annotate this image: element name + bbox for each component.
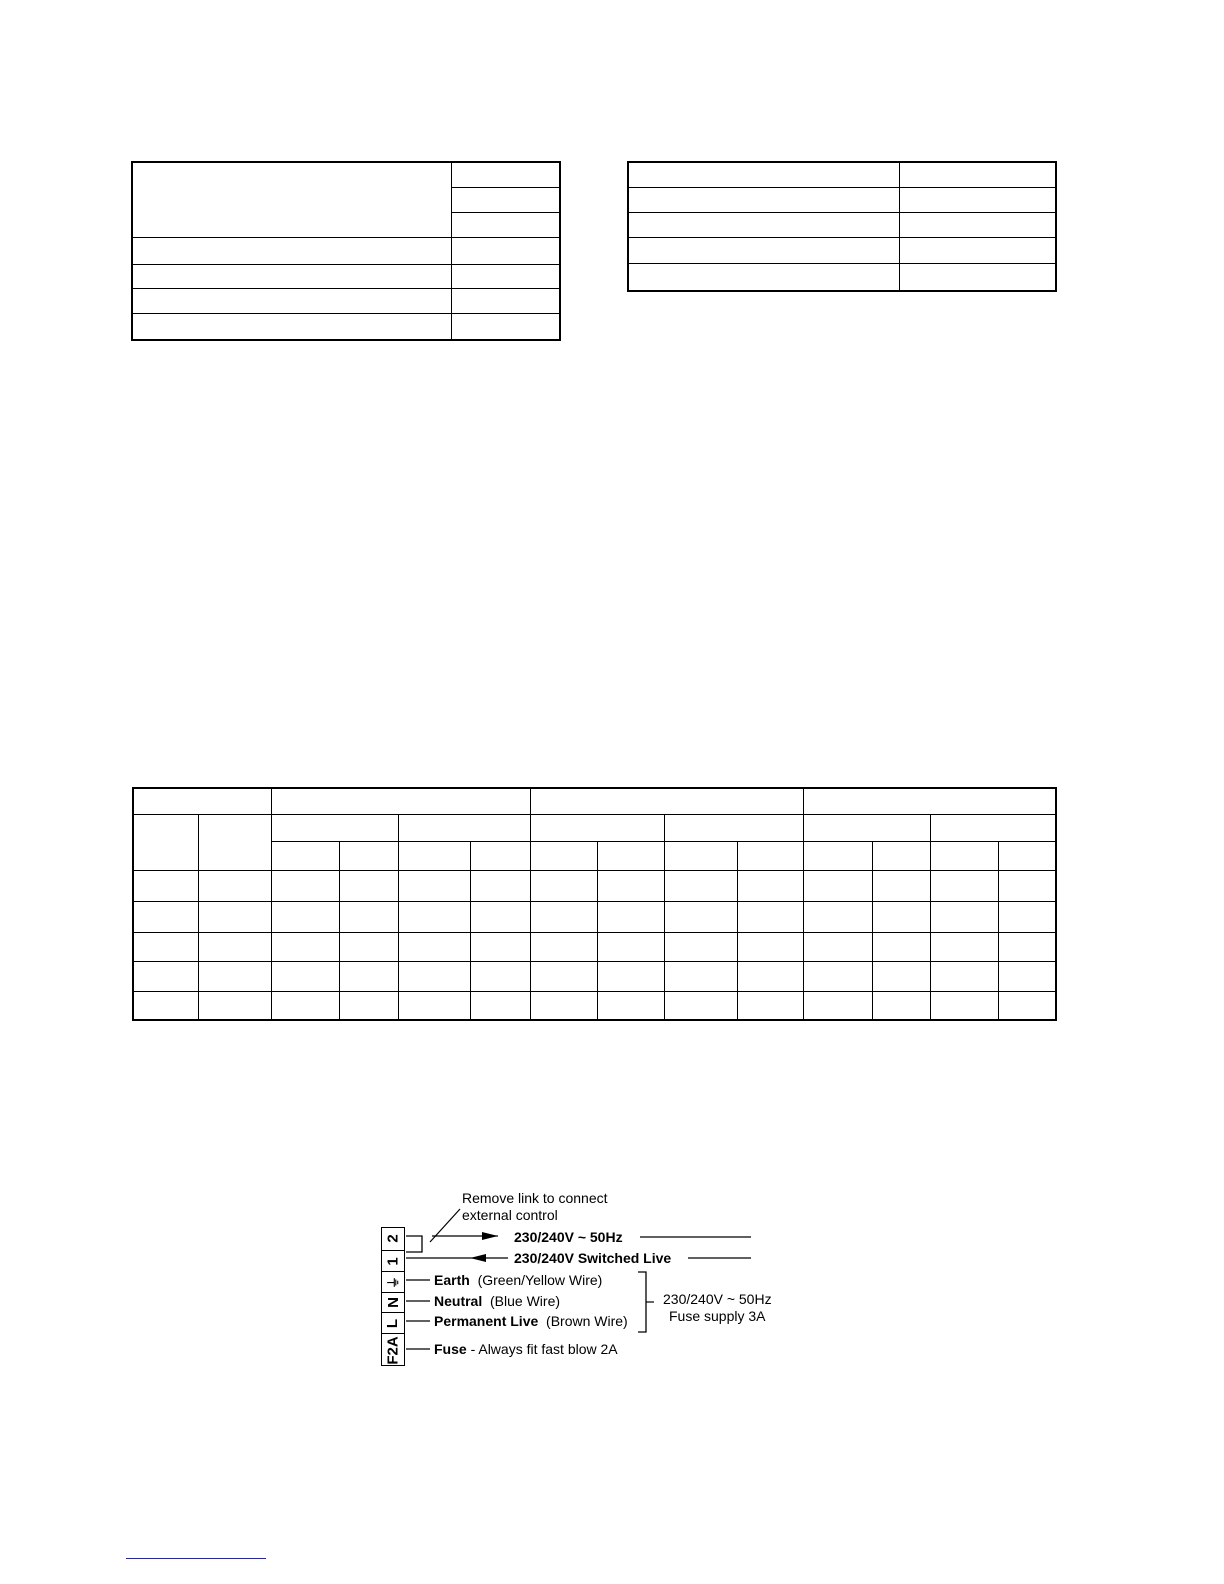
table-cell (664, 932, 737, 961)
table-cell (597, 932, 664, 961)
table-cell (470, 870, 530, 901)
table-cell (998, 841, 1056, 870)
table-cell (132, 288, 451, 313)
table-cell (803, 961, 872, 991)
table-cell (132, 162, 451, 237)
terminal-2: 2 (384, 1234, 402, 1243)
table-cell (597, 901, 664, 932)
table-cell (271, 788, 530, 814)
table-row (133, 841, 1056, 870)
table-cell (899, 237, 1056, 263)
terminal-l: L (381, 1312, 405, 1333)
table-cell (271, 961, 339, 991)
table-cell (872, 991, 930, 1020)
table-cell (198, 814, 271, 870)
table-cell (339, 901, 398, 932)
table-cell (737, 870, 803, 901)
wire-label-permanent-live: Permanent Live (Brown Wire) (434, 1313, 628, 1329)
wire-label-supply: 230/240V ~ 50Hz (514, 1229, 623, 1245)
table-cell (339, 870, 398, 901)
table-cell (737, 991, 803, 1020)
table-cell (133, 961, 198, 991)
wire-label-earth: Earth (Green/Yellow Wire) (434, 1272, 603, 1288)
table-cell (803, 901, 872, 932)
table-cell (803, 932, 872, 961)
table-cell (271, 901, 339, 932)
table-cell (803, 841, 872, 870)
table-cell (597, 841, 664, 870)
table-cell (398, 841, 470, 870)
table-cell (737, 841, 803, 870)
callout-text: Remove link to connect external control (462, 1190, 608, 1223)
table-cell (398, 814, 530, 841)
table-cell (451, 162, 560, 187)
table-cell (628, 263, 899, 291)
table-cell (998, 870, 1056, 901)
table-cell (271, 932, 339, 961)
table-cell (470, 932, 530, 961)
table-cell (664, 814, 803, 841)
wire-label-neutral: Neutral (Blue Wire) (434, 1293, 561, 1309)
table-cell (803, 991, 872, 1020)
table-cell (664, 901, 737, 932)
table-cell (930, 814, 1056, 841)
table-cell (451, 288, 560, 313)
table-cell (899, 187, 1056, 212)
table-cell (398, 991, 470, 1020)
table-cell (530, 814, 664, 841)
table-cell (470, 991, 530, 1020)
table-cell (271, 814, 398, 841)
table-cell (930, 901, 998, 932)
table-cell (803, 814, 930, 841)
table-cell (872, 841, 930, 870)
table-cell (198, 991, 271, 1020)
table-right (627, 161, 1057, 292)
table-cell (998, 901, 1056, 932)
table-cell (398, 961, 470, 991)
table-cell (803, 870, 872, 901)
table-cell (451, 212, 560, 237)
table-row (133, 901, 1056, 932)
table-cell (597, 961, 664, 991)
table-row (133, 870, 1056, 901)
table-cell (530, 841, 597, 870)
supply-note-line2: Fuse supply 3A (669, 1308, 766, 1324)
table-cell (451, 264, 560, 288)
table-cell (930, 932, 998, 961)
terminal-earth: ⏚ (381, 1271, 405, 1292)
table-cell (398, 932, 470, 961)
table-cell (998, 932, 1056, 961)
table-left (131, 161, 561, 341)
table-cell (133, 870, 198, 901)
table-row (133, 961, 1056, 991)
table-cell (339, 841, 398, 870)
table-cell (872, 932, 930, 961)
table-cell (664, 991, 737, 1020)
table-cell (271, 841, 339, 870)
table-cell (530, 991, 597, 1020)
table-cell (628, 162, 899, 187)
table-cell (339, 961, 398, 991)
table-cell (597, 870, 664, 901)
table-cell (737, 961, 803, 991)
table-cell (451, 187, 560, 212)
table-wide (132, 787, 1057, 1021)
table-cell (737, 932, 803, 961)
table-cell (930, 870, 998, 901)
table-cell (470, 901, 530, 932)
supply-note-line1: 230/240V ~ 50Hz (663, 1291, 772, 1307)
table-cell (899, 162, 1056, 187)
table-cell (930, 991, 998, 1020)
table-row (133, 932, 1056, 961)
table-cell (470, 961, 530, 991)
table-cell (398, 870, 470, 901)
table-cell (132, 264, 451, 288)
table-cell (930, 841, 998, 870)
table-cell (530, 932, 597, 961)
table-cell (664, 841, 737, 870)
table-cell (872, 961, 930, 991)
table-cell (664, 961, 737, 991)
table-cell (339, 991, 398, 1020)
terminal-f2a: F2A (381, 1333, 405, 1366)
table-cell (664, 870, 737, 901)
table-cell (198, 932, 271, 961)
footer-rule (126, 1558, 266, 1559)
wire-label-switched-live: 230/240V Switched Live (514, 1250, 672, 1266)
table-cell (133, 991, 198, 1020)
table-cell (133, 901, 198, 932)
table-row (133, 991, 1056, 1020)
table-cell (398, 901, 470, 932)
terminal-n: N (381, 1292, 405, 1312)
table-cell (271, 991, 339, 1020)
table-cell (133, 788, 271, 814)
table-cell (998, 991, 1056, 1020)
table-cell (132, 237, 451, 264)
table-cell (530, 788, 803, 814)
table-cell (198, 870, 271, 901)
table-cell (930, 961, 998, 991)
table-cell (470, 841, 530, 870)
table-cell (998, 961, 1056, 991)
table-cell (737, 901, 803, 932)
table-cell (451, 313, 560, 340)
terminal-1: 1 (381, 1250, 405, 1271)
table-cell (628, 237, 899, 263)
table-cell (597, 991, 664, 1020)
table-cell (899, 212, 1056, 237)
table-cell (530, 870, 597, 901)
table-cell (628, 212, 899, 237)
table-cell (530, 961, 597, 991)
table-cell (133, 814, 198, 870)
table-cell (530, 901, 597, 932)
table-cell (339, 932, 398, 961)
table-cell (271, 870, 339, 901)
table-cell (198, 901, 271, 932)
table-cell (198, 961, 271, 991)
table-cell (872, 870, 930, 901)
table-cell (133, 932, 198, 961)
table-cell (628, 187, 899, 212)
table-cell (803, 788, 1056, 814)
table-cell (899, 263, 1056, 291)
wire-label-fuse: Fuse - Always fit fast blow 2A (434, 1341, 618, 1357)
table-cell (872, 901, 930, 932)
table-cell (451, 237, 560, 264)
table-cell (132, 313, 451, 340)
